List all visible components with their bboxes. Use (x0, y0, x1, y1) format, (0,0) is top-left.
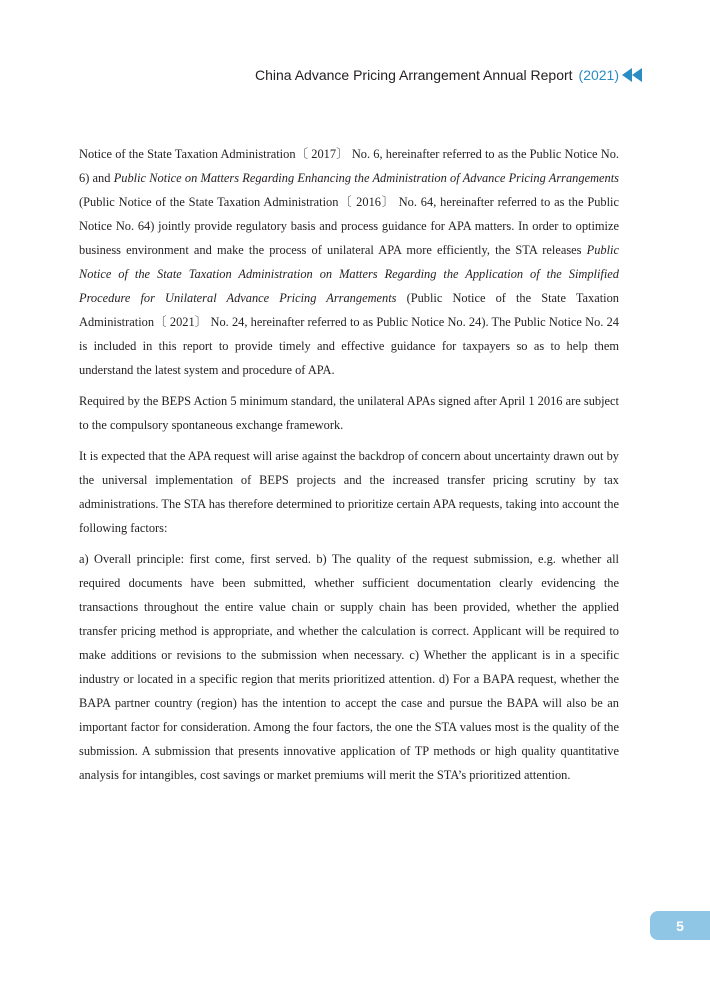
page-number-tab (650, 911, 710, 940)
report-year: (2021) (578, 67, 619, 83)
main-text (79, 142, 619, 794)
paragraph-1-text-b: (Public Notice of the State Taxation Administration〔 2016〕 No. 64, hereinafter referred to as the Public Notice No. 64) jointly provide regulatory basis and process guidance for APA matters. In order to optimize business environment and make the process of unilateral APA more efficiently, the STA releases (79, 195, 619, 257)
running-header (255, 67, 642, 83)
page-number: 5 (676, 917, 684, 934)
double-left-arrow-icon (622, 68, 642, 82)
paragraph-3: It is expected that the APA request will arise against the backdrop of concern about uncertainty drawn out by the universal implementation of BEPS projects and the increased transfer pricing scrutiny by tax administrations. The STA has therefore determined to prioritize certain APA requests, taking into account the following factors: (79, 449, 619, 535)
notice-title-64: Public Notice on Matters Regarding Enhancing the Administration of Advance Pricing Arrangements (113, 171, 619, 185)
notice-title-24: Public Notice of the State Taxation Administration on Matters Regarding the Application of the Simplified Procedure for Unilateral Advance Pricing Arrangements (79, 243, 619, 305)
paragraph-1 (79, 142, 619, 382)
paragraph-4: a) Overall principle: first come, first served. b) The quality of the request submission, e.g. whether all required documents have been submitted, whether sufficient documentation clearly evidencing the transactions throughout the entire value chain or supply chain has been provided, whether the applied transfer pricing method is appropriate, and whether the calculation is correct. Applicant will be required to make additions or revisions to the submission when necessary. c) Whether the applicant is in a specific industry or located in a specific region that merits prioritized attention. d) For a BAPA request, whether the BAPA partner country (region) has the intention to accept the case and pursue the BAPA will also be an important factor for consideration. Among the four factors, the one the STA values most is the quality of the submission. A submission that presents innovative application of TP methods or high quality quantitative analysis for intangibles, cost savings or market premiums will merit the STA’s prioritized attention. (79, 552, 619, 782)
report-title: China Advance Pricing Arrangement Annual Report (255, 67, 573, 83)
paragraph-1-text-c: (Public Notice of the State Taxation Administration〔 2021〕 No. 24, hereinafter referred to as Public Notice No. 24). The Public Notice No. 24 is included in this report to provide timely and effective guidance for taxpayers so as to help them understand the latest system and procedure of APA. (79, 291, 620, 377)
paragraph-2: Required by the BEPS Action 5 minimum standard, the unilateral APAs signed after April 1 2016 are subject to the compulsory spontaneous exchange framework. (79, 394, 619, 432)
paragraph-1-text-a: Notice of the State Taxation Administration〔 2017〕 No. 6, hereinafter referred to as the Public Notice No. 6) and (79, 147, 619, 185)
